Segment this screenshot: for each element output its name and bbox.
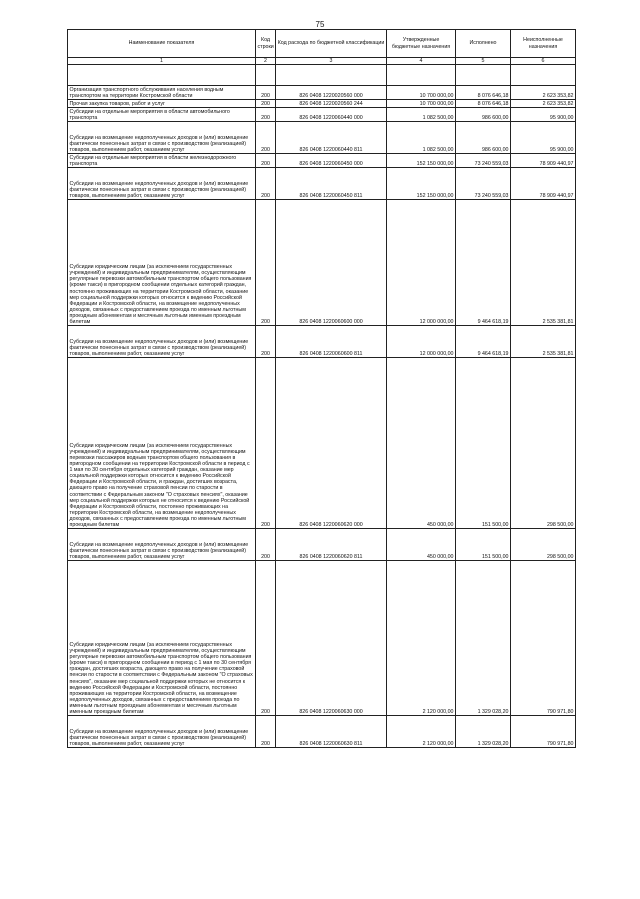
table-row (68, 168, 576, 200)
row-unexecuted: 2 535 381,81 (511, 200, 576, 326)
row-executed: 8 076 646,18 (456, 86, 511, 100)
row-name: Субсидии юридическим лицам (за исключением государственных учреждений) и индивидуальным предпринимателям, осуществляющим перевозки пассажиров водным транспортом общего пользования в пригородном сообщении на территории Костромской области в период с 1 мая по 30 сентября отдельных категорий граждан, оказание мер социальной поддержки которых относится к ведению Российской Федерации и Костромской области, и граждан, достигших возраста, дающего право на получение страховой пенсии по старости в соответствии с Федеральным законом "О страховых пенсиях", оказание мер социальной поддержки которых не относится к ведению Российской Федерации и Костромской области, постоянно проживающих на территории Костромской области, на возмещение недополученных доходов, связанных с предоставлением проезда по именным льготным проездным билетам (68, 358, 256, 529)
column-number: 5 (456, 58, 511, 65)
row-unexecuted: 2 623 353,82 (511, 100, 576, 108)
row-approved: 2 120 000,00 (387, 716, 456, 748)
row-code: 200 (256, 326, 276, 358)
table-row (68, 529, 576, 561)
row-code: 200 (256, 561, 276, 716)
row-code: 200 (256, 716, 276, 748)
table-header-row (68, 30, 576, 58)
column-number: 1 (68, 58, 256, 65)
row-name: Субсидии на возмещение недополученных доходов и (или) возмещение фактически понесенных затрат в связи с производством (реализацией) товаров, выполнением работ, оказанием услуг (68, 529, 256, 561)
row-approved: 10 700 000,00 (387, 86, 456, 100)
column-number: 4 (387, 58, 456, 65)
row-approved: 152 150 000,00 (387, 154, 456, 168)
row-approved: 1 082 500,00 (387, 108, 456, 122)
row-code: 200 (256, 168, 276, 200)
row-approved: 152 150 000,00 (387, 168, 456, 200)
table-row (68, 108, 576, 122)
column-number: 3 (276, 58, 387, 65)
table-row (68, 100, 576, 108)
row-unexecuted: 2 535 381,81 (511, 326, 576, 358)
row-unexecuted: 790 971,80 (511, 716, 576, 748)
table-row (68, 154, 576, 168)
row-executed: 986 600,00 (456, 122, 511, 154)
row-code: 200 (256, 108, 276, 122)
row-kbk: 826 0408 1220060450 811 (276, 168, 387, 200)
table-row (68, 326, 576, 358)
header-unexecuted: Неисполненные назначения (511, 30, 576, 58)
row-executed: 1 329 028,20 (456, 561, 511, 716)
table-row (68, 358, 576, 529)
row-kbk: 826 0408 1220060440 000 (276, 108, 387, 122)
row-executed: 1 329 028,20 (456, 716, 511, 748)
row-name: Субсидии юридическим лицам (за исключением государственных учреждений) и индивидуальным предпринимателям, осуществляющим регулярные перевозки автомобильным транспортом общего пользования (кроме такси) в пригородном сообщении отдельных категорий граждан, постоянно проживающих на территории Костромской области, оказание мер социальной поддержки которых относится к ведению Российской Федерации и Костромской области, на возмещение недополученных доходов, связанных с предоставлением проезда по именным льготным проездным абонементам и месячным льготным именным проездным билетам (68, 200, 256, 326)
row-code: 200 (256, 358, 276, 529)
row-name: Субсидии на возмещение недополученных доходов и (или) возмещение фактически понесенных затрат в связи с производством (реализацией) товаров, выполнением работ, оказанием услуг (68, 326, 256, 358)
row-name: Субсидии на возмещение недополученных доходов и (или) возмещение фактически понесенных затрат в связи с производством (реализацией) товаров, выполнением работ, оказанием услуг (68, 122, 256, 154)
report-table (67, 29, 576, 748)
header-approved: Утвержденные бюджетные назначения (387, 30, 456, 58)
row-unexecuted: 298 500,00 (511, 529, 576, 561)
row-executed: 151 500,00 (456, 529, 511, 561)
row-executed: 151 500,00 (456, 358, 511, 529)
row-name: Организация транспортного обслуживания населения водным транспортом на территории Костромской области (68, 86, 256, 100)
row-name: Прочая закупка товаров, работ и услуг (68, 100, 256, 108)
row-approved: 12 000 000,00 (387, 326, 456, 358)
row-unexecuted: 78 909 440,97 (511, 154, 576, 168)
row-kbk: 826 0408 1220020560 000 (276, 86, 387, 100)
row-kbk: 826 0408 1220060600 000 (276, 200, 387, 326)
row-kbk: 826 0408 1220060630 811 (276, 716, 387, 748)
page-number: 75 (315, 20, 325, 29)
header-name: Наименование показателя (68, 30, 256, 58)
row-executed: 9 464 618,19 (456, 200, 511, 326)
row-name: Субсидии на возмещение недополученных доходов и (или) возмещение фактически понесенных затрат в связи с производством (реализацией) товаров, выполнением работ, оказанием услуг (68, 716, 256, 748)
row-unexecuted: 2 623 353,82 (511, 86, 576, 100)
row-name: Субсидии на возмещение недополученных доходов и (или) возмещение фактически понесенных затрат в связи с производством (реализацией) товаров, выполнением работ, оказанием услуг (68, 168, 256, 200)
row-kbk: 826 0408 1220060630 000 (276, 561, 387, 716)
row-approved: 1 082 500,00 (387, 122, 456, 154)
table-row (68, 200, 576, 326)
row-kbk: 826 0408 1220060620 811 (276, 529, 387, 561)
row-kbk: 826 0408 1220060620 000 (276, 358, 387, 529)
row-kbk: 826 0408 1220020560 244 (276, 100, 387, 108)
row-code: 200 (256, 154, 276, 168)
row-executed: 73 240 559,03 (456, 168, 511, 200)
row-kbk: 826 0408 1220060450 000 (276, 154, 387, 168)
row-unexecuted: 95 900,00 (511, 122, 576, 154)
header-kbk: Код расхода по бюджетной классификации (276, 30, 387, 58)
row-unexecuted: 298 500,00 (511, 358, 576, 529)
row-code: 200 (256, 529, 276, 561)
column-number: 6 (511, 58, 576, 65)
header-executed: Исполнено (456, 30, 511, 58)
row-approved: 450 000,00 (387, 529, 456, 561)
table-row (68, 86, 576, 100)
row-executed: 986 600,00 (456, 108, 511, 122)
row-approved: 10 700 000,00 (387, 100, 456, 108)
row-code: 200 (256, 122, 276, 154)
column-number: 2 (256, 58, 276, 65)
row-name: Субсидии юридическим лицам (за исключением государственных учреждений) и индивидуальным предпринимателям, осуществляющим регулярные перевозки автомобильным транспортом общего пользования (кроме такси) в пригородном сообщении в период с 1 мая по 30 сентября граждан, достигших возраста, дающего право на получение страховой пенсии по старости в соответствии с Федеральным законом "О страховых пенсиях", оказание мер социальной поддержки которых не относится к ведению Российской Федерации и Костромской области, постоянно проживающих на территории Костромской области, на возмещение недополученных доходов, связанных с предоставлением проезда по именным льготным проездным абонементам и месячным льготным именным проездным билетам (68, 561, 256, 716)
row-unexecuted: 790 971,80 (511, 561, 576, 716)
row-name: Субсидии на отдельные мероприятия в области автомобильного транспорта (68, 108, 256, 122)
table-row (68, 716, 576, 748)
row-code: 200 (256, 200, 276, 326)
row-approved: 12 000 000,00 (387, 200, 456, 326)
row-name: Субсидии на отдельные мероприятия в области железнодорожного транспорта (68, 154, 256, 168)
row-kbk: 826 0408 1220060440 811 (276, 122, 387, 154)
row-executed: 73 240 559,03 (456, 154, 511, 168)
table-row (68, 561, 576, 716)
row-unexecuted: 95 900,00 (511, 108, 576, 122)
row-kbk: 826 0408 1220060600 811 (276, 326, 387, 358)
spacer-row (68, 65, 576, 86)
row-code: 200 (256, 100, 276, 108)
row-approved: 2 120 000,00 (387, 561, 456, 716)
row-approved: 450 000,00 (387, 358, 456, 529)
column-number-row (68, 58, 576, 65)
row-executed: 8 076 646,18 (456, 100, 511, 108)
table-row (68, 122, 576, 154)
row-unexecuted: 78 909 440,97 (511, 168, 576, 200)
header-code: Код строки (256, 30, 276, 58)
row-executed: 9 464 618,19 (456, 326, 511, 358)
row-code: 200 (256, 86, 276, 100)
